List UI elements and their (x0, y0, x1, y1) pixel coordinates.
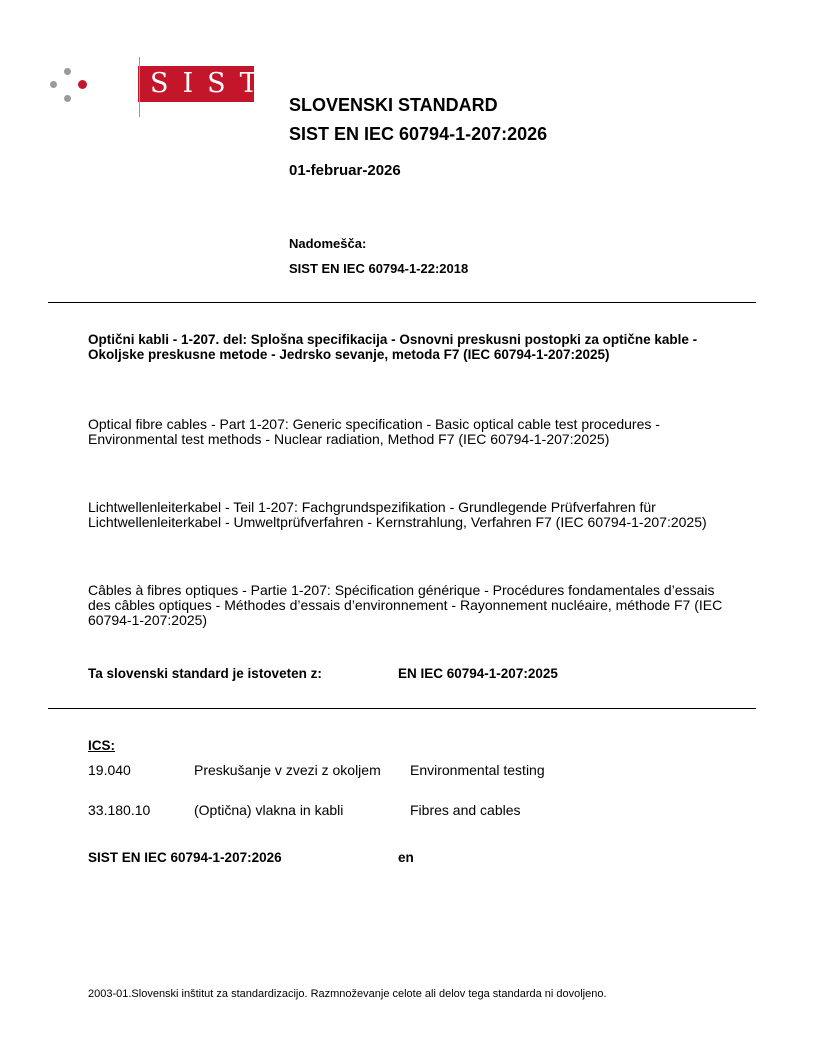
standard-type: SLOVENSKI STANDARD (289, 95, 498, 115)
logo-wordmark: SIST (138, 66, 254, 102)
ics-description-sl: Preskušanje v zvezi z okoljem (194, 762, 381, 778)
title-slovenian: Optični kabli - 1-207. del: Splošna specifikacija - Osnovni preskusni postopki za optične kable - Okoljske preskusne metode - Jedrsko sevanje, metoda F7 (IEC 60794-1-207:2025) (88, 332, 698, 362)
logo-dot-bottom (64, 95, 71, 102)
logo-dot-left (50, 81, 57, 88)
logo-dot-red (78, 80, 87, 89)
logo-dot-top (64, 68, 71, 75)
identical-value: EN IEC 60794-1-207:2025 (398, 666, 558, 681)
title-english: Optical fibre cables - Part 1-207: Generic specification - Basic optical cable test procedures - Environmental test methods - Nuclear radiation, Method F7 (IEC 60794-1-207:2025) (88, 416, 660, 447)
ics-description-sl: (Optična) vlakna in kabli (194, 802, 344, 818)
logo-divider (139, 57, 140, 117)
replaces-label: Nadomešča: (289, 236, 367, 251)
replaces-value: SIST EN IEC 60794-1-22:2018 (289, 261, 469, 276)
title-german: Lichtwellenleiterkabel - Teil 1-207: Fachgrundspezifikation - Grundlegende Prüfverfahren für Lichtwellenleiterkabel - Umweltprüfverfahren - Kernstrahlung, Verfahren F7 (IEC 60794-1-207:2025) (88, 499, 707, 530)
ics-description-en: Fibres and cables (410, 802, 521, 818)
standard-code: SIST EN IEC 60794-1-207:2026 (289, 124, 548, 144)
identical-label: Ta slovenski standard je istoveten z: (88, 666, 322, 681)
divider-top (48, 302, 756, 303)
ics-heading: ICS: (88, 738, 115, 753)
copyright-footer: 2003-01.Slovenski inštitut za standardizacijo. Razmnoževanje celote ali delov tega standarda ni dovoljeno. (88, 988, 607, 1000)
ics-code: 19.040 (88, 762, 131, 778)
title-french: Câbles à fibres optiques - Partie 1-207: Spécification générique - Procédures fondamentales d’essais des câbles optiques - Méthodes d’essais d’environnement - Rayonnement nucléaire, méthode F7 (IEC 60794-1-207:2025) (88, 582, 723, 628)
summary-code: SIST EN IEC 60794-1-207:2026 (88, 850, 282, 865)
ics-code: 33.180.10 (88, 802, 151, 818)
publication-date: 01-februar-2026 (289, 162, 401, 179)
sist-logo (48, 66, 272, 118)
ics-description-en: Environmental testing (410, 762, 545, 778)
divider-bottom (48, 708, 756, 709)
summary-language: en (398, 850, 414, 865)
